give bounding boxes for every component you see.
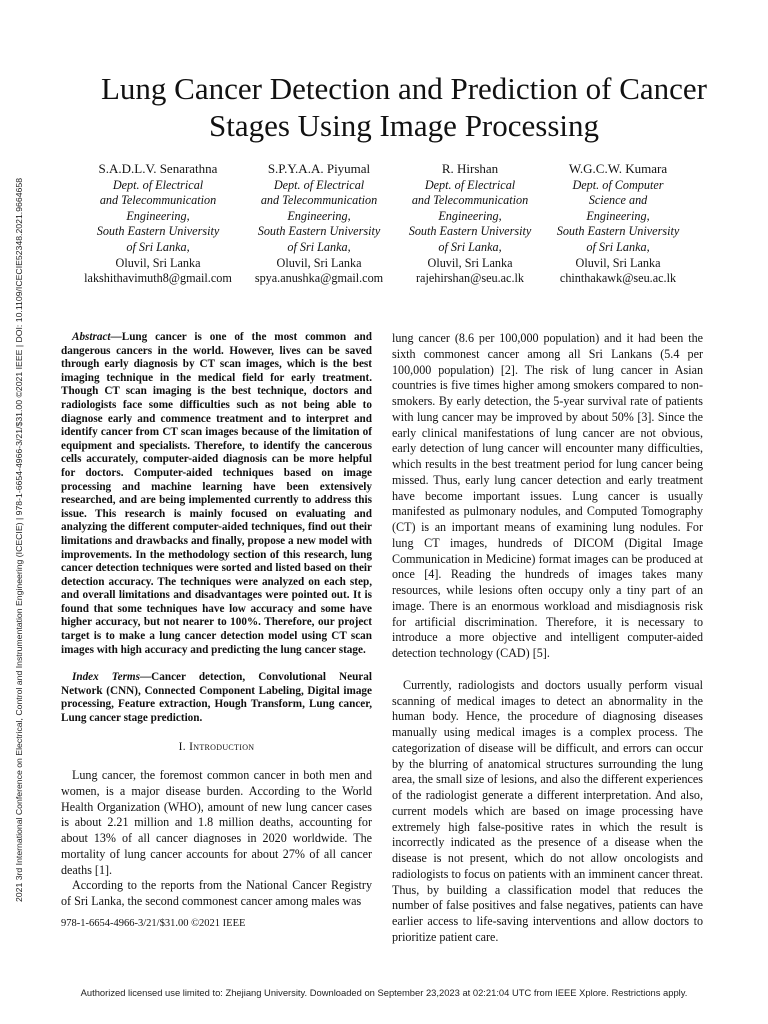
doi-sidebar-text: 2021 3rd International Conference on Electrical, Control and Instrumentation Engineering (ICECIE) | 978-1-6654-4966-3/21/$31.00 ©2021 IEEE | DOI: 10.1109/ICECIE52348.2021.9664658 — [14, 177, 24, 903]
author-3 — [385, 161, 555, 287]
author-email: rajehirshan@seu.ac.lk — [415, 271, 524, 286]
abstract-text: —Lung cancer is one of the most common and dangerous cancers in the world. However, lives can be saved through early diagnosis by CT scan images, which is the best imaging technique in the medical field for early treatment. Though CT scan imaging is the best technique, doctors and radiologists face some difficulties such as not being able to diagnose early and commence treatment and to interpret and identify cancer from CT scan images because of the limitation of equipment and specialists. Therefore, to identify the cancerous cells accurately, computer-aided diagnosis can be more helpful for doctors. Computer-aided techniques based on image processing and machine learning have been extensively researched, and are being implemented currently to address this issue. This research is mainly focused on evaluating and analyzing the different computer-aided techniques, find out their limitations and drawbacks and finally, propose a new model with improvements. In the methodology section of this research, lung cancer detection techniques were sorted and listed based on their detection accuracy. The techniques were analyzed on each step, and overall limitations and disadvantages were pointed out. It is found that some techniques have low accuracy and some have higher accuracy, but not nearer to 100%. Therefore, our project target is to make a lung cancer detection model using CT scan images with high accuracy and predicting the lung cancer stage. — [61, 331, 372, 656]
doi-sidebar — [8, 120, 30, 960]
author-location: Oluvil, Sri Lanka — [575, 255, 661, 270]
right-paragraph-1: lung cancer (8.6 per 100,000 population) and it had been the sixth commonest cancer among all Sri Lankans (5.4 per 100,000 population) [2]. The risk of lung cancer in Asian countries is five times higher among smokers compared to non-smokers. By early detection, the 5-year survival rate of patients with lung cancer may be improved by about 50% [3]. Since the early clinical manifestations of lung cancer are not obvious, early detection of lung cancer will encounter many difficulties, which results in the best treatment period for lung cancer being missed. Thus, early lung cancer detection and early treatment have become important issues. Lung cancer is usually manifested as pulmonary nodules, and Computed Tomography (CT) is an important means of examining lung nodules. For lung CT images, hundreds of DICOM (Digital Image Communication in Medicine) format images can be produced at once [4]. Reading the hundreds of images takes many resources, while lesions often occupy only a tiny part of an image. There is an enormous workload and misdiagnosis risk for artificial discrimination. Therefore, it is necessary to introduce a more objective and intelligent computer-aided detection technology (CAD) [5]. — [392, 331, 703, 660]
author-affiliation: Dept. of Electrical and Telecommunication Engineering, South Eastern University of Sri Lanka, — [408, 177, 532, 254]
author-name: R. Hirshan — [441, 161, 499, 176]
author-location: Oluvil, Sri Lanka — [427, 255, 513, 270]
author-affiliation: Dept. of Computer Science and Engineering, South Eastern University of Sri Lanka, — [556, 177, 680, 254]
section-heading — [61, 740, 372, 755]
right-column — [392, 331, 703, 962]
title-line-2: Stages Using Image Processing — [208, 108, 600, 143]
index-terms-lead: Index Terms — [72, 671, 140, 684]
intro-paragraph-2: According to the reports from the National Cancer Registry of Sri Lanka, the second commonest cancer among males was — [61, 878, 372, 909]
abstract — [61, 331, 372, 657]
license-footer: Authorized licensed use limited to: Zhejiang University. Downloaded on September 23,2023 at 02:21:04 UTC from IEEE Xplore. Restrictions apply. — [80, 987, 688, 998]
author-name: S.P.Y.A.A. Piyumal — [267, 161, 371, 176]
author-4 — [533, 161, 703, 287]
author-affiliation: Dept. of Electrical and Telecommunication Engineering, South Eastern University of Sri Lanka, — [96, 177, 220, 254]
author-name: W.G.C.W. Kumara — [568, 161, 668, 176]
author-1 — [73, 161, 243, 287]
copyright-notice: 978-1-6654-4966-3/21/$31.00 ©2021 IEEE — [61, 918, 246, 929]
title-line-1: Lung Cancer Detection and Prediction of Cancer — [101, 71, 707, 106]
author-2 — [234, 161, 404, 287]
left-column — [61, 331, 372, 910]
author-name: S.A.D.L.V. Senarathna — [98, 161, 218, 176]
author-location: Oluvil, Sri Lanka — [115, 255, 201, 270]
abstract-lead: Abstract — [72, 331, 111, 343]
section-title: Introduction — [189, 740, 255, 753]
paper-title — [40, 70, 768, 144]
index-terms-text: —Cancer detection, Convolutional Neural Network (CNN), Connected Component Labeling, Digital image processing, Feature extraction, Hough Transform, Lung cancer, Lung cancer stage prediction. — [61, 671, 372, 725]
section-number: I. — [178, 740, 186, 753]
right-paragraph-2: Currently, radiologists and doctors usually perform visual scanning of medical images to detect an abnormality in the human body. Hence, the procedure of diagnosing diseases manually using medical images is a complex process. The categorization of disease will be difficult, and errors can occur by the blurring of anatomical structures surrounding the lung area, the small size of lesions, and also the different experiences of the radiologist generate a different interpretation. And also, current models which are based on image processing have extremely high false-positive rates in which the result is incorrectly indicated as the presence of a disease when the disease is not present, which do not allow oncologists and radiologists to focus on patients with an imminent cancer threat. Thus, by building a classification model that reduces the number of false positives and false negatives, patients can have earlier access to life-saving interventions and allow doctors to prioritize patient care. — [392, 677, 703, 944]
index-terms — [61, 671, 372, 725]
author-affiliation: Dept. of Electrical and Telecommunication Engineering, South Eastern University of Sri Lanka, — [257, 177, 381, 254]
author-email: chinthakawk@seu.ac.lk — [559, 271, 677, 286]
intro-paragraph-1: Lung cancer, the foremost common cancer in both men and women, is a major disease burden. According to the World Health Organization (WHO), amount of new lung cancer cases is about 2.21 million and 1.8 million deaths, accounting for about 13% of all cancer diagnoses in 2020 worldwide. The mortality of lung cancer accounts for about 27% of all cancer deaths [1]. — [61, 768, 372, 877]
author-email: lakshithavimuth8@gmail.com — [84, 271, 232, 286]
author-email: spya.anushka@gmail.com — [254, 271, 384, 286]
author-location: Oluvil, Sri Lanka — [276, 255, 362, 270]
